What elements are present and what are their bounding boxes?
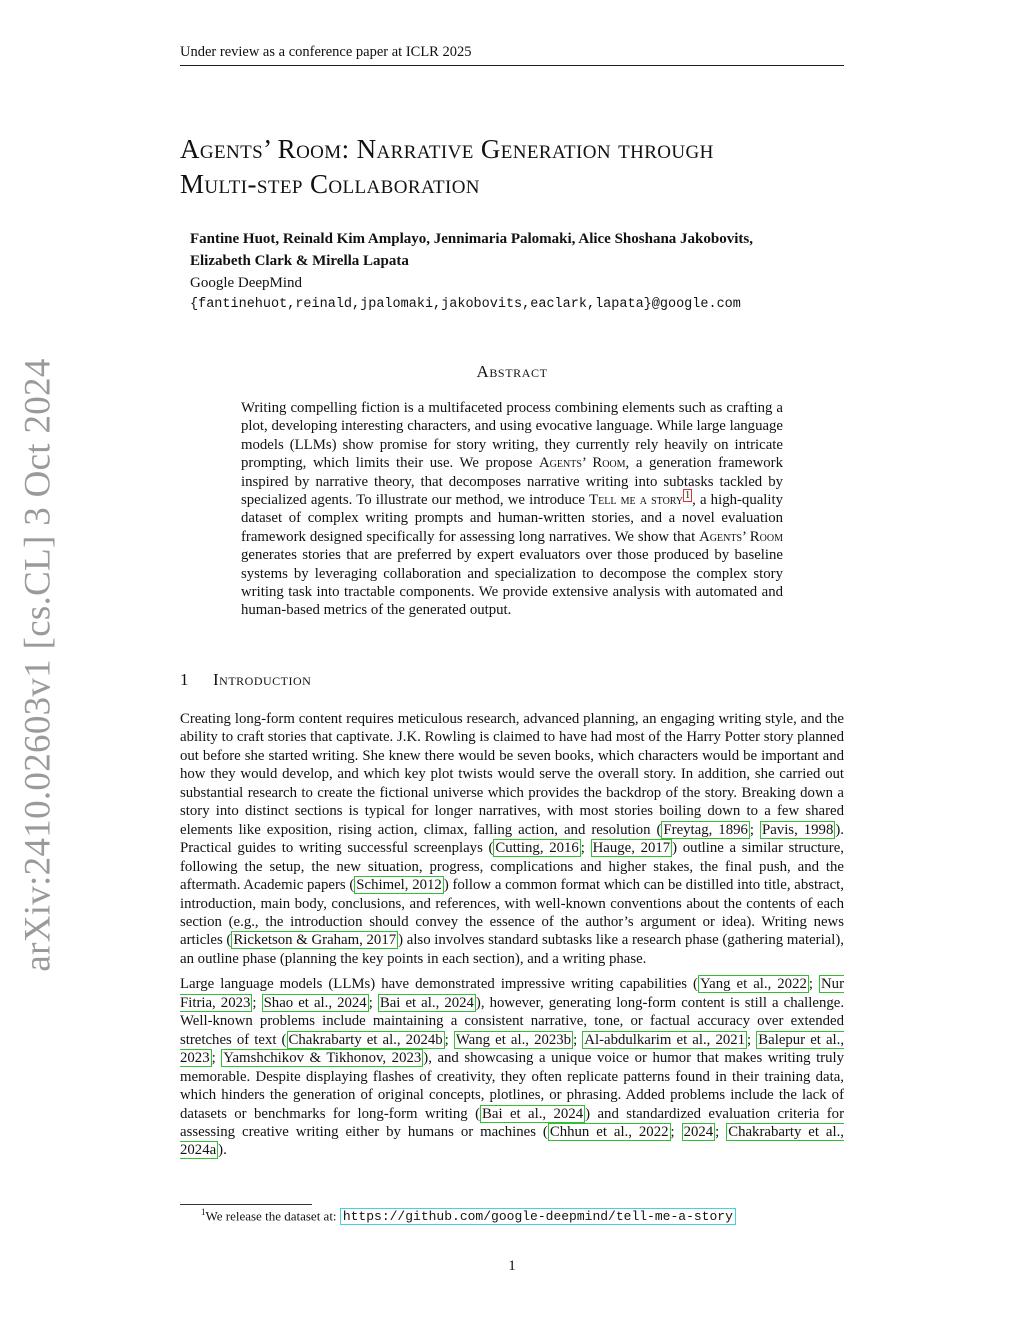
author-emails: {fantinehuot,reinald,jpalomaki,jakobovits,eaclark,lapata}@google.com bbox=[190, 297, 741, 312]
footnote-mark: 1 bbox=[201, 1207, 206, 1217]
author-block bbox=[190, 228, 840, 316]
abstract-text: , a high-quality dataset of complex writing prompts and human-written stories, and a novel evaluation framework designed specifically for assessing long narratives. We show that bbox=[241, 492, 784, 545]
citation-link[interactable]: Pavis, 1998 bbox=[762, 821, 834, 838]
page-number: 1 bbox=[508, 1258, 516, 1274]
citation-link[interactable]: Freytag, 1896 bbox=[663, 821, 748, 838]
paper-title bbox=[180, 132, 850, 202]
arxiv-identifier: arXiv:2410.02603v1 [cs.CL] 3 Oct 2024 bbox=[17, 358, 59, 972]
title-line-2: Multi-step Collaboration bbox=[180, 169, 480, 199]
author-names-line-1: Fantine Huot, Reinald Kim Amplayo, Jennimaria Palomaki, Alice Shoshana Jakobovits, bbox=[190, 231, 753, 247]
dataset-url-link[interactable]: https://github.com/google-deepmind/tell-me-a-story bbox=[340, 1208, 736, 1225]
citation-link[interactable]: Chakrabarty et al., 2024a bbox=[180, 1123, 844, 1159]
citation-link[interactable]: Wang et al., 2023b bbox=[455, 1031, 572, 1048]
citation-link[interactable]: Yang et al., 2022 bbox=[699, 976, 807, 993]
footnote bbox=[201, 1207, 841, 1224]
running-header: Under review as a conference paper at ICLR 2025 bbox=[180, 44, 844, 66]
citation-link[interactable]: Yamshchikov & Tikhonov, 2023 bbox=[223, 1050, 422, 1067]
author-names-line-2: Elizabeth Clark & Mirella Lapata bbox=[190, 253, 409, 269]
citation-link[interactable]: Hauge, 2017 bbox=[592, 840, 671, 857]
arxiv-sidebar bbox=[12, 358, 64, 972]
citation-link[interactable]: Cutting, 2016 bbox=[495, 840, 579, 857]
citation-link[interactable]: Bai et al., 2024 bbox=[482, 1105, 584, 1122]
section-title: Introduction bbox=[213, 670, 312, 689]
citation-link[interactable]: Bai et al., 2024 bbox=[379, 994, 474, 1011]
section-heading-introduction bbox=[180, 670, 844, 690]
citation-link[interactable]: Al-abdulkarim et al., 2021 bbox=[584, 1031, 746, 1048]
abstract-text: Writing compelling fiction is a multifaceted process combining elements such as crafting a plot, developing interesting characters, and using evocative language. While large language models (LLMs) show promise for story writing, they currently rely heavily on intricate prompting, which limits their use. We propose bbox=[241, 400, 783, 472]
system-name: Agents’ Room bbox=[699, 528, 783, 545]
abstract-text: , a generation framework inspired by narrative theory, that decomposes narrative writing into subtasks tackled by specialized agents. To illustrate our method, we introduce bbox=[241, 455, 784, 509]
title-line-1: Agents’ Room: Narrative Generation through bbox=[180, 134, 714, 164]
affiliation: Google DeepMind bbox=[190, 275, 303, 291]
paragraph: Creating long-form content requires meticulous research, advanced planning, an engaging writing style, and the ability to craft stories that captivate. J.K. Rowling is claimed to have had most of the Harry Potter story planned out before she started writing. She knew there would be seven books, which characters would be important and how they would develop, and which key plot twists would serve the overall story. In addition, she carried out substantial research to create the fictional universe which provides the backdrop of the story. Breaking down a story into distinct sections is typical for longer narratives, with most stories boiling down to a few shared elements like exposition, rising action, climax, falling action, and resolution ( Freytag, 1896 ; Pavis, 1998 ). Practical guides to writing successful screenplays ( Cutting, 2016 ; Hauge, 2017 ) outline a similar structure, following the setup, the new situation, progress, complications and higher stakes, the final push, and the aftermath. Academic papers ( Schimel, 2012 ) follow a common format which can be distilled into title, abstract, introduction, main body, conclusions, and references, with well-known conventions about the contents of each section (e.g., the introduction should convey the essence of the author’s argument or idea). Writing news articles ( Ricketson & Graham, 2017 ) also involves standard subtasks like a research phase (gathering material), an outline phase (planning the key points in each section), and a writing phase. bbox=[180, 711, 845, 967]
citation-link[interactable]: 2024 bbox=[683, 1123, 714, 1140]
citation-link[interactable]: Chakrabarty et al., 2024b bbox=[288, 1031, 443, 1048]
abstract-heading: Abstract bbox=[476, 362, 548, 381]
section-number: 1 bbox=[180, 670, 189, 689]
footnote-text: We release the dataset at: bbox=[205, 1208, 340, 1224]
dataset-name: Tell me a story bbox=[589, 492, 684, 509]
citation-link[interactable]: Balepur et al., 2023 bbox=[180, 1031, 845, 1067]
footnote-link[interactable]: 1 bbox=[685, 490, 691, 502]
introduction-body bbox=[180, 710, 844, 1167]
system-name: Agents’ Room bbox=[538, 455, 626, 472]
citation-link[interactable]: Nur Fitria, 2023 bbox=[180, 976, 844, 1011]
footnote-divider bbox=[180, 1204, 312, 1205]
citation-link[interactable]: Shao et al., 2024 bbox=[263, 994, 367, 1011]
abstract-body bbox=[241, 399, 783, 620]
abstract-text: generates stories that are preferred by expert evaluators over those produced by baseline systems by leveraging collaboration and specialization to decompose the complex story writing task into tractable components. We provide extensive analysis with automated and human-based metrics of the generated output. bbox=[241, 547, 783, 619]
citation-link[interactable]: Schimel, 2012 bbox=[356, 877, 442, 894]
paragraph: Large language models (LLMs) have demonstrated impressive writing capabilities ( Yang et al., 2022 ; Nur Fitria, 2023 ; Shao et al., 2024 ; Bai et al., 2024 ), however, generating long-form content is still a challenge. Well-known problems include maintaining a consistent narrative, tone, or factual accuracy over extended stretches of text ( Chakrabarty et al., 2024b ; Wang et al., 2023b ; Al-abdulkarim et al., 2021 ; Balepur et al., 2023 ; Yamshchikov & Tikhonov, 2023 ), and showcasing a unique voice or humor that makes writing truly memorable. Despite displaying flashes of creativity, they often replicate patterns found in their training data, which hinders the generation of original concepts, plotlines, or phrasing. Added problems include the lack of datasets or benchmarks for long-form writing ( Bai et al., 2024 ) and standardized evaluation criteria for assessing creative writing either by humans or machines ( Chhun et al., 2022 ; 2024 ; Chakrabarty et al., 2024a ). bbox=[180, 976, 845, 1159]
citation-link[interactable]: Chhun et al., 2022 bbox=[549, 1123, 669, 1140]
citation-link[interactable]: Ricketson & Graham, 2017 bbox=[233, 932, 397, 949]
